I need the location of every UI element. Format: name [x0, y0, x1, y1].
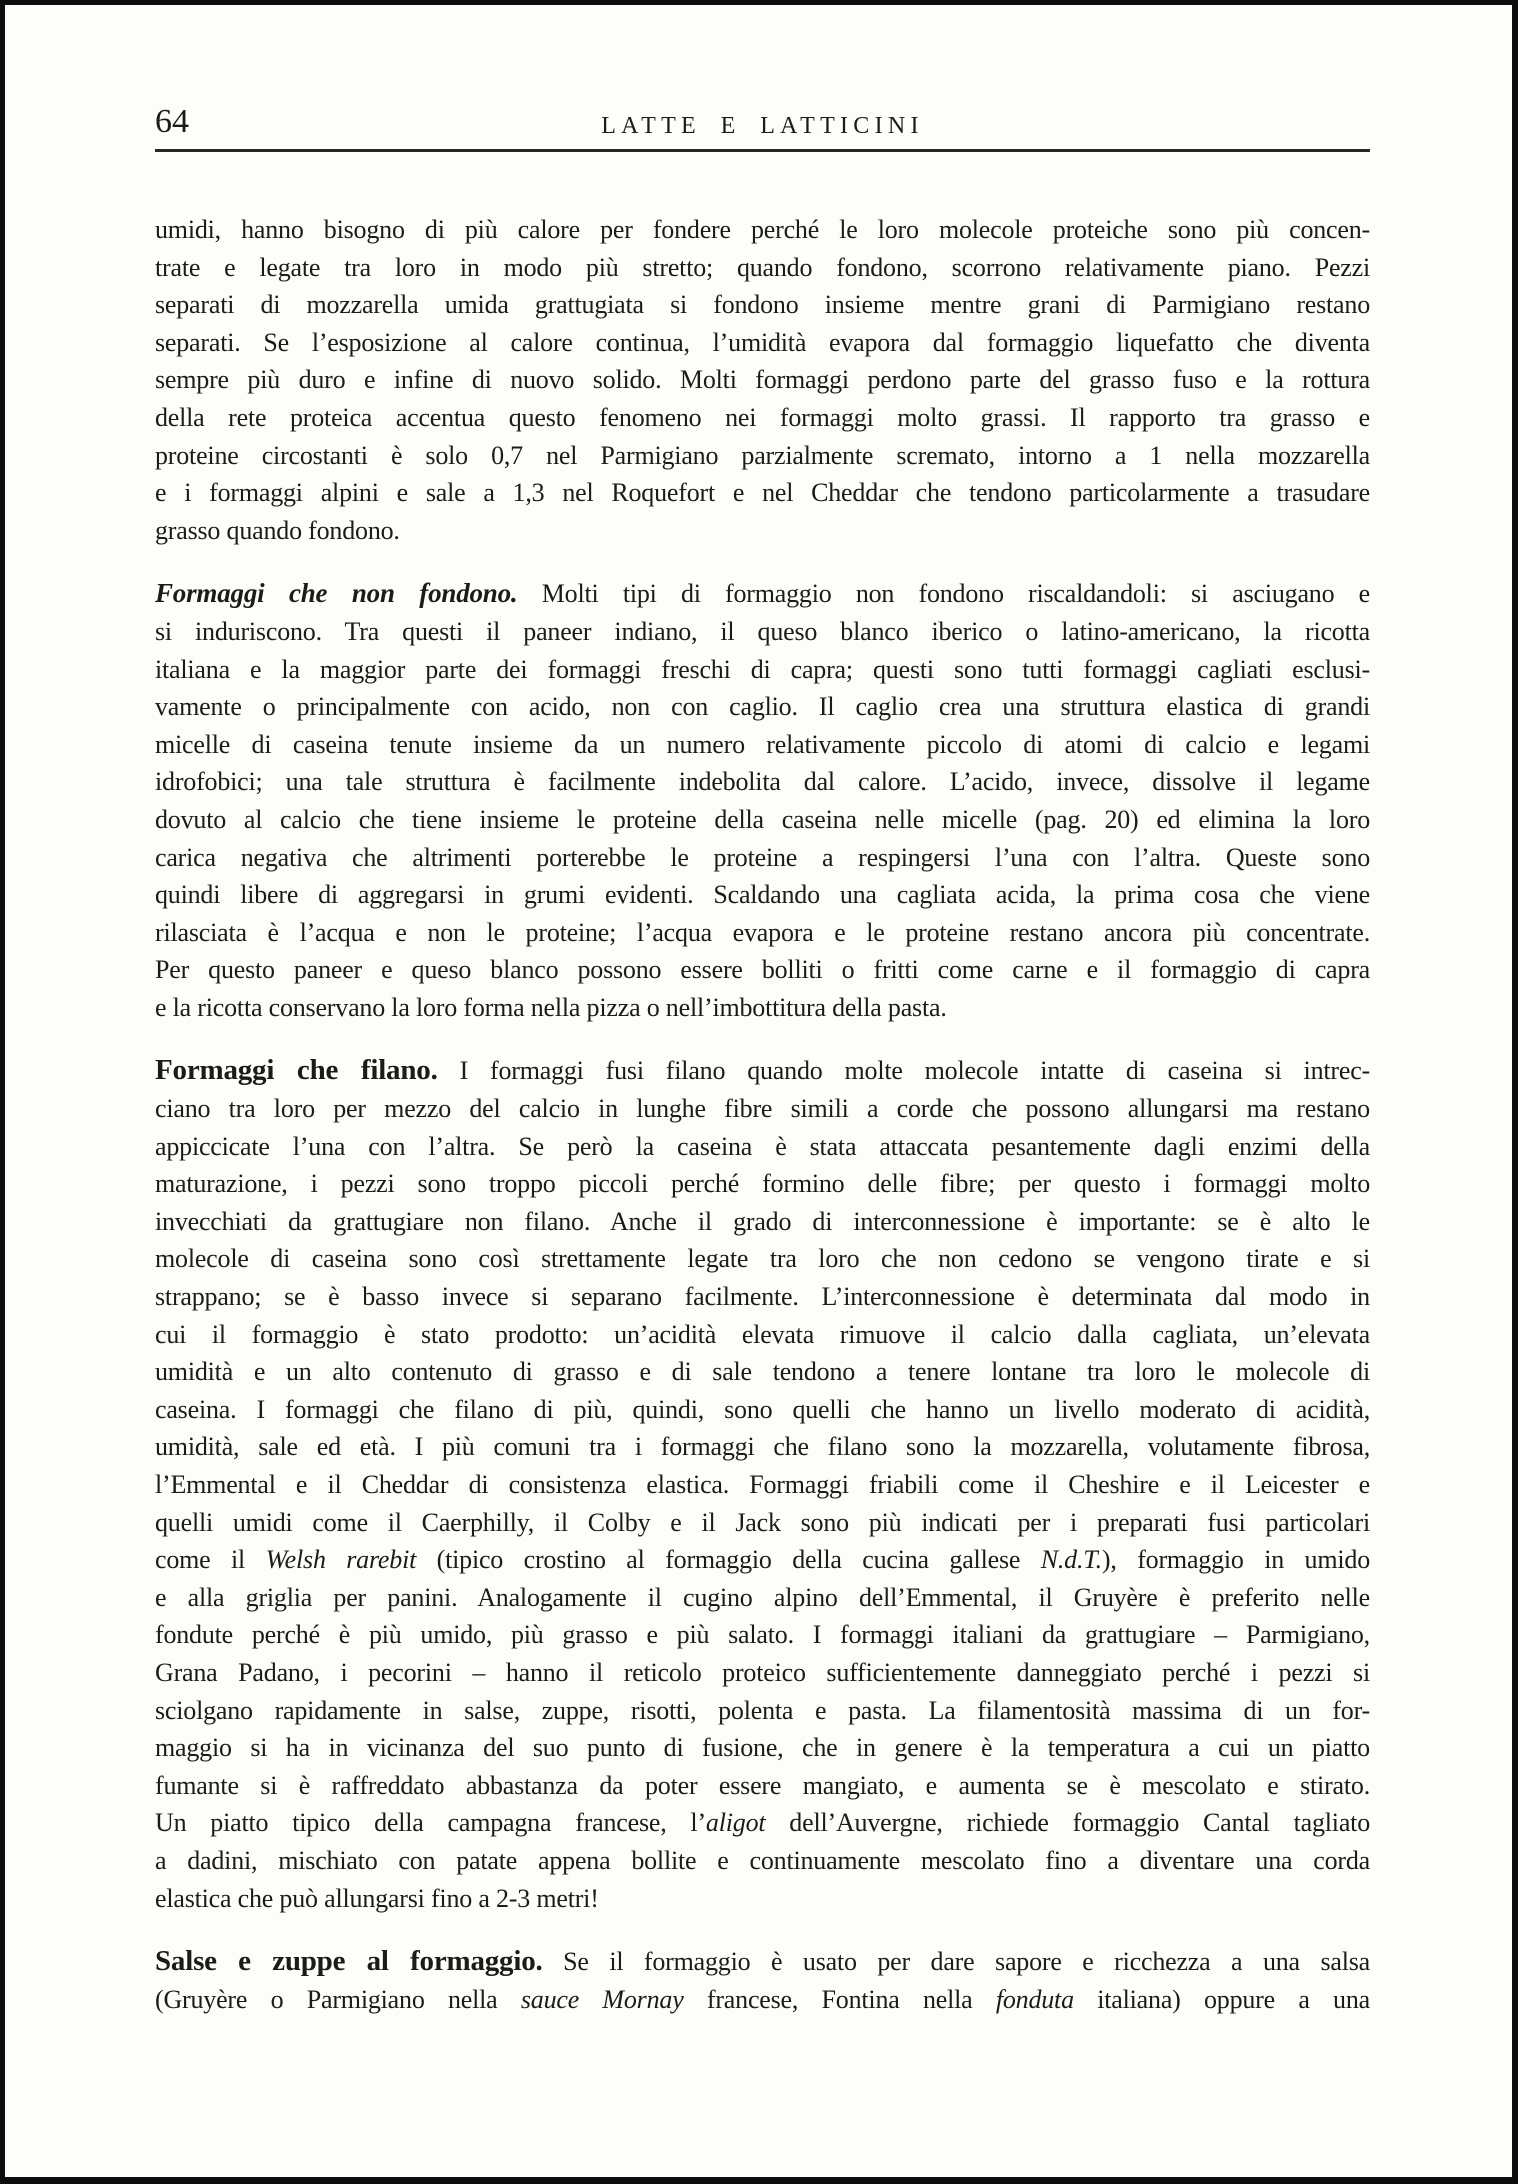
text-line — [155, 575, 1370, 613]
paragraph — [155, 211, 1370, 549]
text-run: fumante si è raffreddato abbastanza da poter essere mangiato, e aumenta se è mescolato e stirato. — [155, 1770, 1370, 1800]
text-run: carica negativa che altrimenti porterebbe le proteine a respingersi l’una con l’altra. Queste sono — [155, 842, 1370, 872]
text-line — [155, 1316, 1370, 1354]
text-line — [155, 613, 1370, 651]
text-line — [155, 1128, 1370, 1166]
text-line — [155, 1278, 1370, 1316]
text-line — [155, 1767, 1370, 1805]
text-line — [155, 211, 1370, 249]
text-line — [155, 437, 1370, 475]
text-run: strappano; se è basso invece si separano facilmente. L’interconnessione è determinata dal modo in — [155, 1282, 1370, 1312]
text-run: appiccicate l’una con l’altra. Se però la caseina è stata attaccata pesantemente dagli enzimi della — [155, 1131, 1370, 1161]
text-run: quelli umidi come il Caerphilly, il Colby e il Jack sono più indicati per i preparati fusi particolari — [155, 1507, 1370, 1537]
text-line — [155, 1353, 1370, 1391]
text-line — [155, 726, 1370, 764]
text-run: rilasciata è l’acqua e non le proteine; l’acqua evapora e le proteine restano ancora più concentrate. — [155, 917, 1370, 947]
text-run: vamente o principalmente con acido, non con caglio. Il caglio crea una struttura elastica di grandi — [155, 692, 1370, 722]
text-line — [155, 474, 1370, 512]
text-run: Se il formaggio è usato per dare sapore e ricchezza a una salsa — [542, 1947, 1371, 1977]
text-run: Per questo paneer e queso blanco possono essere bolliti o fritti come carne e il formaggio di capra — [155, 955, 1370, 985]
text-run: fondute perché è più umido, più grasso e più salato. I formaggi italiani da grattugiare – Parmigiano, — [155, 1620, 1370, 1650]
text-line — [155, 763, 1370, 801]
text-run: trate e legate tra loro in modo più stretto; quando fondono, scorrono relativamente piano. Pezzi — [155, 252, 1370, 282]
text-run: umidità e un alto contenuto di grasso e di sale tendono a tenere lontane tra loro le molecole di — [155, 1357, 1370, 1387]
text-line — [155, 1203, 1370, 1241]
text-line — [155, 1943, 1370, 1981]
text-run: sciolgano rapidamente in salse, zuppe, risotti, polenta e pasta. La filamentosità massima di un for- — [155, 1695, 1370, 1725]
text-line — [155, 1804, 1370, 1842]
text-run: maggio si ha in vicinanza del suo punto di fusione, che in genere è la temperatura a cui un piatto — [155, 1733, 1370, 1763]
text-run: separati di mozzarella umida grattugiata si fondono insieme mentre grani di Parmigiano restano — [155, 290, 1370, 320]
text-run: a dadini, mischiato con patate appena bollite e continuamente mescolato fino a diventare una corda — [155, 1845, 1370, 1875]
text-run: sempre più duro e infine di nuovo solido. Molti formaggi perdono parte del grasso fuso e la rottura — [155, 365, 1370, 395]
text-run: umidità, sale ed età. I più comuni tra i formaggi che filano sono la mozzarella, volutamente fibrosa, — [155, 1432, 1370, 1462]
text-run: si induriscono. Tra questi il paneer indiano, il queso blanco iberico o latino-americano, la ricotta — [155, 616, 1370, 646]
text-line — [155, 361, 1370, 399]
section-heading: Salse e zuppe al formaggio. — [155, 1945, 543, 1978]
text-line — [155, 399, 1370, 437]
text-line — [155, 1391, 1370, 1429]
page-number: 64 — [155, 103, 189, 140]
text-run: dovuto al calcio che tiene insieme le proteine della caseina nelle micelle (pag. 20) ed elimina la loro — [155, 804, 1370, 834]
text-run: francese, Fontina nella — [683, 1984, 996, 2014]
text-line — [155, 801, 1370, 839]
text-line — [155, 688, 1370, 726]
text-line — [155, 1504, 1370, 1542]
text-run: italiana e la maggior parte dei formaggi freschi di capra; questi sono tutti formaggi cagliati esclusi- — [155, 654, 1370, 684]
text-run: quindi libere di aggregarsi in grumi evidenti. Scaldando una cagliata acida, la prima cosa che viene — [155, 880, 1370, 910]
text-run: l’Emmental e il Cheddar di consistenza elastica. Formaggi friabili come il Cheshire e il Leicester e — [155, 1470, 1370, 1499]
paragraph — [155, 1052, 1370, 1917]
italic-term: sauce Mornay — [520, 1984, 684, 2014]
text-line — [155, 951, 1370, 989]
text-run: I formaggi fusi filano quando molte molecole intatte di caseina si intrec- — [437, 1056, 1370, 1086]
text-run: e la ricotta conservano la loro forma nella pizza o nell’imbottitura della pasta. — [155, 992, 947, 1022]
italic-term: fonduta — [995, 1984, 1074, 2014]
italic-term: aligot — [705, 1808, 766, 1838]
text-line — [155, 1729, 1370, 1767]
text-run: (tipico crostino al formaggio della cucina gallese — [416, 1545, 1041, 1575]
text-line — [155, 286, 1370, 324]
text-run: micelle di caseina tenute insieme da un numero relativamente piccolo di atomi di calcio e legami — [155, 729, 1370, 759]
text-run: italiana) oppure a una — [1073, 1984, 1370, 2014]
text-line — [155, 249, 1370, 287]
text-line — [155, 1428, 1370, 1466]
text-run: ), formaggio in umido — [1101, 1545, 1371, 1575]
text-line — [155, 512, 1370, 550]
text-run: caseina. I formaggi che filano di più, quindi, sono quelli che hanno un livello moderato di acidità, — [155, 1394, 1370, 1424]
text-line — [155, 1880, 1370, 1918]
text-line — [155, 1654, 1370, 1692]
text-run: molecole di caseina sono così strettamente legate tra loro che non cedono se vengono tirate e si — [155, 1244, 1370, 1274]
text-line — [155, 1090, 1370, 1128]
text-run: e i formaggi alpini e sale a 1,3 nel Roquefort e nel Cheddar che tendono particolarmente a trasudare — [155, 478, 1370, 508]
header-rule — [155, 149, 1370, 152]
text-line — [155, 1052, 1370, 1090]
text-run: come il — [155, 1545, 266, 1575]
text-line — [155, 914, 1370, 952]
text-run: elastica che può allungarsi fino a 2-3 metri! — [155, 1883, 599, 1913]
text-line — [155, 1466, 1370, 1504]
section-heading: Formaggi che filano. — [155, 1054, 438, 1087]
italic-term: N.d.T. — [1040, 1545, 1102, 1575]
text-run: Molti tipi di formaggio non fondono riscaldandoli: si asciugano e — [517, 579, 1371, 609]
section-heading: Formaggi che non fondono. — [155, 578, 518, 609]
text-line — [155, 1981, 1370, 2019]
text-run: grasso quando fondono. — [155, 515, 400, 545]
text-run: maturazione, i pezzi sono troppo piccoli perché formino delle fibre; per questo i formaggi molto — [155, 1169, 1370, 1199]
running-title: LATTE E LATTICINI — [601, 113, 924, 139]
text-line — [155, 1240, 1370, 1278]
text-run: della rete proteica accentua questo fenomeno nei formaggi molto grassi. Il rapporto tra grasso e — [155, 402, 1370, 432]
page-body — [155, 211, 1370, 2018]
paragraph — [155, 575, 1370, 1026]
text-line — [155, 324, 1370, 362]
text-run: invecchiati da grattugiare non filano. Anche il grado di interconnessione è importante: se è alto le — [155, 1206, 1370, 1236]
italic-term: Welsh rarebit — [265, 1545, 417, 1575]
text-run: idrofobici; una tale struttura è facilmente indebolita dal calore. L’acido, invece, dissolve il legame — [155, 767, 1370, 797]
text-line — [155, 1692, 1370, 1730]
text-line — [155, 876, 1370, 914]
text-line — [155, 1842, 1370, 1880]
text-line — [155, 989, 1370, 1027]
text-line — [155, 839, 1370, 877]
text-line — [155, 1165, 1370, 1203]
text-run: dell’Auvergne, richiede formaggio Cantal tagliato — [765, 1808, 1370, 1838]
text-line — [155, 1616, 1370, 1654]
text-line — [155, 1579, 1370, 1617]
text-line — [155, 1541, 1370, 1579]
page-header — [155, 5, 1370, 145]
text-run: e alla griglia per panini. Analogamente il cugino alpino dell’Emmental, il Gruyère è preferito nelle — [155, 1582, 1370, 1612]
text-line — [155, 651, 1370, 689]
text-run: proteine circostanti è solo 0,7 nel Parmigiano parzialmente scremato, intorno a 1 nella mozzarella — [155, 440, 1370, 470]
paragraph — [155, 1943, 1370, 2018]
text-run: Un piatto tipico della campagna francese, l’ — [155, 1808, 706, 1838]
text-run: cui il formaggio è stato prodotto: un’acidità elevata rimuove il calcio dalla cagliata, un’elevata — [155, 1319, 1370, 1349]
text-run: separati. Se l’esposizione al calore continua, l’umidità evapora dal formaggio liquefatto che diventa — [155, 327, 1370, 357]
text-run: (Gruyère o Parmigiano nella — [155, 1984, 521, 2014]
text-run: ciano tra loro per mezzo del calcio in lunghe fibre simili a corde che possono allungarsi ma restano — [155, 1094, 1370, 1124]
text-run: Grana Padano, i pecorini – hanno il reticolo proteico sufficientemente danneggiato perché i pezzi si — [155, 1657, 1370, 1687]
text-run: umidi, hanno bisogno di più calore per fondere perché le loro molecole proteiche sono più concen- — [155, 215, 1370, 244]
